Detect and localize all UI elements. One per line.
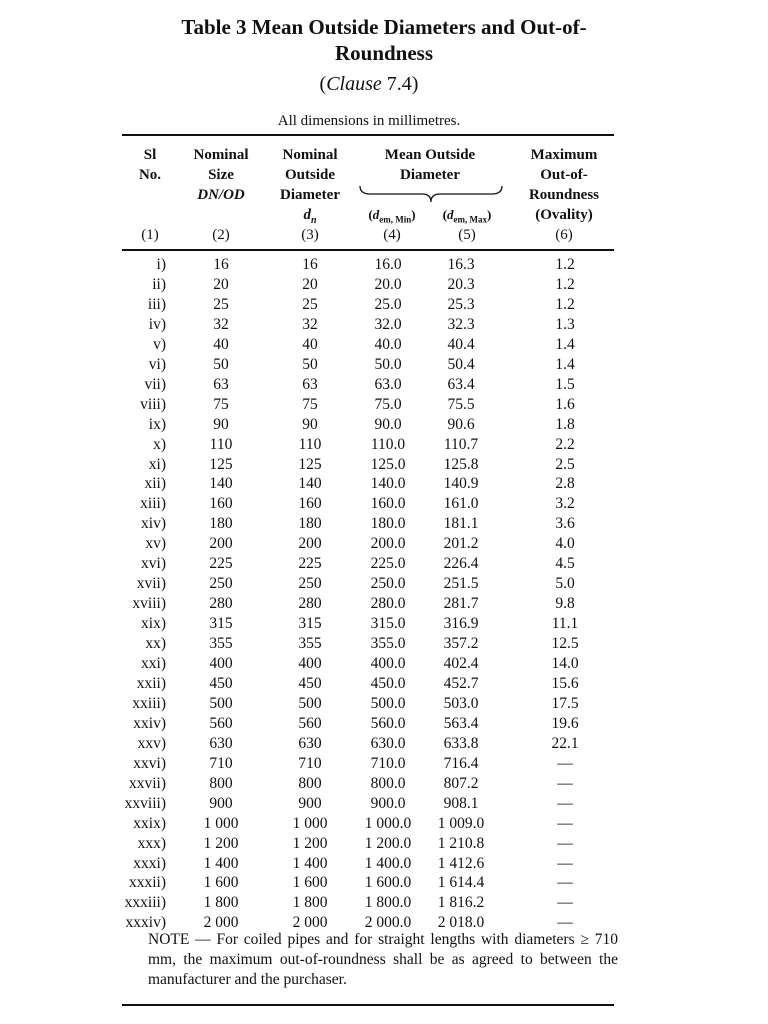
cell-nominal-outside-diameter: 140 — [298, 475, 322, 493]
table-row — [0, 295, 768, 315]
cell-nominal-outside-diameter: 50 — [302, 355, 318, 373]
cell-nominal-size: 225 — [209, 555, 233, 573]
cell-nominal-size: 16 — [213, 256, 229, 273]
cell-nominal-size: 1 200 — [203, 834, 239, 852]
cell-max-out-of-roundness: 2.8 — [555, 475, 575, 493]
header-diameter: Diameter — [280, 187, 340, 203]
cell-mean-od-max: 63.4 — [447, 375, 475, 393]
cell-max-out-of-roundness: 15.6 — [551, 674, 579, 692]
cell-nominal-outside-diameter: 500 — [298, 694, 322, 712]
header-nominal-size — [180, 145, 262, 205]
cell-sl-no: vii) — [144, 375, 166, 393]
table-row — [0, 315, 768, 335]
cell-nominal-size: 63 — [213, 375, 229, 393]
cell-sl-no: ii) — [152, 275, 166, 293]
table-row — [0, 574, 768, 594]
table-row — [0, 554, 768, 574]
cell-max-out-of-roundness: 22.1 — [551, 734, 579, 752]
cell-nominal-outside-diameter: 1 200 — [292, 834, 328, 852]
cell-mean-od-min: 630.0 — [370, 734, 406, 752]
cell-nominal-size: 160 — [209, 495, 233, 513]
cell-nominal-size: 75 — [213, 395, 229, 413]
cell-mean-od-min: 25.0 — [374, 295, 402, 313]
cell-nominal-outside-diameter: 2 000 — [292, 914, 328, 932]
cell-nominal-size: 200 — [209, 535, 233, 553]
table-row — [0, 734, 768, 754]
cell-max-out-of-roundness: — — [557, 814, 573, 832]
cell-nominal-size: 630 — [209, 734, 233, 752]
cell-nominal-outside-diameter: 25 — [302, 295, 318, 313]
cell-mean-od-min: 160.0 — [370, 495, 406, 513]
cell-mean-od-min: 32.0 — [374, 315, 402, 333]
cell-sl-no: x) — [153, 435, 166, 453]
cell-nominal-size: 450 — [209, 674, 233, 692]
cell-max-out-of-roundness: 17.5 — [551, 694, 579, 712]
cell-nominal-outside-diameter: 315 — [298, 615, 322, 633]
header-size: Size — [208, 167, 234, 183]
header-roundness: Roundness — [528, 187, 600, 203]
cell-mean-od-max: 908.1 — [443, 794, 479, 812]
cell-mean-od-max: 1 412.6 — [437, 854, 485, 872]
cell-mean-od-max: 281.7 — [443, 595, 479, 613]
cell-max-out-of-roundness: 14.0 — [551, 655, 579, 672]
cell-nominal-size: 710 — [209, 754, 233, 772]
cell-mean-od-max: 140.9 — [443, 475, 479, 493]
cell-mean-od-min: 110.0 — [370, 435, 406, 453]
cell-mean-od-min: 250.0 — [370, 575, 406, 593]
cell-sl-no: xxxii) — [128, 874, 166, 892]
cell-max-out-of-roundness: — — [557, 774, 573, 792]
cell-mean-od-min: 710.0 — [370, 754, 406, 772]
cell-sl-no: xiii) — [140, 495, 166, 513]
cell-sl-no: xx) — [145, 635, 166, 653]
table-row — [0, 335, 768, 355]
header-mean-outside-diameter — [356, 145, 504, 185]
cell-mean-od-max: 226.4 — [443, 555, 479, 573]
cell-mean-od-max: 1 816.2 — [437, 894, 485, 912]
header-dn-symbol: $d_n$ — [303, 207, 317, 226]
cell-sl-no: v) — [153, 335, 166, 353]
cell-sl-no: xxii) — [136, 674, 166, 692]
cell-max-out-of-roundness: 2.2 — [555, 435, 575, 453]
cell-max-out-of-roundness: 4.5 — [555, 555, 575, 573]
table-row — [0, 594, 768, 614]
table-row — [0, 814, 768, 834]
cell-sl-no: xv) — [145, 535, 166, 553]
table-row — [0, 415, 768, 435]
table-row — [0, 714, 768, 734]
cell-max-out-of-roundness: — — [557, 874, 573, 892]
header-diameter-2: Diameter — [400, 167, 460, 183]
cell-nominal-size: 315 — [209, 615, 233, 633]
cell-nominal-size: 280 — [209, 595, 233, 613]
cell-max-out-of-roundness: 1.6 — [555, 395, 575, 413]
table-row — [0, 435, 768, 455]
cell-nominal-outside-diameter: 710 — [298, 754, 322, 772]
cell-nominal-outside-diameter: 1 800 — [292, 894, 328, 912]
table-row — [0, 634, 768, 654]
table-title-line-2: Roundness — [334, 41, 434, 65]
cell-mean-od-min: 800.0 — [370, 774, 406, 792]
cell-mean-od-min: 75.0 — [374, 395, 402, 413]
cell-nominal-outside-diameter: 280 — [298, 595, 322, 613]
cell-nominal-size: 2 000 — [203, 914, 239, 932]
cell-mean-od-max: 201.2 — [443, 535, 479, 553]
cell-sl-no: xxi) — [141, 655, 166, 672]
cell-max-out-of-roundness: — — [557, 754, 573, 772]
cell-mean-od-min: 900.0 — [370, 794, 406, 812]
cell-nominal-size: 900 — [209, 794, 233, 812]
cell-nominal-outside-diameter: 40 — [302, 335, 318, 353]
cell-mean-od-min: 140.0 — [370, 475, 406, 493]
cell-nominal-outside-diameter: 225 — [298, 555, 322, 573]
cell-nominal-size: 250 — [209, 575, 233, 593]
clause-word: Clause — [326, 73, 382, 95]
cell-mean-od-max: 452.7 — [443, 674, 479, 692]
cell-max-out-of-roundness: — — [557, 854, 573, 872]
units-note: All dimensions in millimetres. — [277, 113, 461, 129]
cell-nominal-outside-diameter: 20 — [302, 275, 318, 293]
table-top-rule — [122, 134, 614, 136]
cell-mean-od-max: 2 018.0 — [437, 914, 485, 932]
cell-nominal-outside-diameter: 450 — [298, 674, 322, 692]
cell-nominal-outside-diameter: 900 — [298, 794, 322, 812]
table-row — [0, 375, 768, 395]
cell-mean-od-max: 563.4 — [443, 714, 479, 732]
table-row — [0, 255, 768, 275]
cell-max-out-of-roundness: 1.2 — [555, 275, 575, 293]
cell-nominal-outside-diameter: 160 — [298, 495, 322, 513]
cell-mean-od-min: 450.0 — [370, 674, 406, 692]
cell-nominal-size: 400 — [209, 655, 233, 672]
cell-mean-od-max: 50.4 — [447, 355, 475, 373]
cell-nominal-outside-diameter: 32 — [302, 315, 318, 333]
table-row — [0, 514, 768, 534]
cell-mean-od-max: 20.3 — [447, 275, 475, 293]
header-nominal-outside-diameter — [266, 145, 354, 231]
cell-sl-no: xxiii) — [132, 694, 166, 712]
cell-nominal-size: 90 — [213, 415, 229, 433]
cell-nominal-size: 50 — [213, 355, 229, 373]
cell-mean-od-max: 125.8 — [443, 455, 479, 473]
col-number-4: (4) — [383, 227, 401, 243]
cell-mean-od-max: 316.9 — [443, 615, 479, 633]
cell-sl-no: viii) — [140, 395, 166, 413]
cell-mean-od-min: 1 200.0 — [364, 834, 412, 852]
col-number-1: (1) — [141, 227, 159, 243]
cell-nominal-outside-diameter: 1 600 — [292, 874, 328, 892]
cell-mean-od-max: 633.8 — [443, 734, 479, 752]
cell-nominal-size: 1 800 — [203, 894, 239, 912]
cell-sl-no: xiv) — [141, 515, 166, 533]
cell-nominal-size: 140 — [209, 475, 233, 493]
cell-mean-od-min: 63.0 — [374, 375, 402, 393]
cell-mean-od-max: 716.4 — [443, 754, 479, 772]
cell-mean-od-max: 75.5 — [447, 395, 475, 413]
cell-mean-od-max: 110.7 — [443, 435, 479, 453]
cell-max-out-of-roundness: 1.4 — [555, 355, 575, 373]
cell-mean-od-min: 125.0 — [370, 455, 406, 473]
cell-mean-od-min: 2 000.0 — [364, 914, 412, 932]
cell-mean-od-max: 32.3 — [447, 315, 475, 333]
cell-mean-od-max: 503.0 — [443, 694, 479, 712]
cell-sl-no: i) — [156, 256, 166, 273]
table-row — [0, 614, 768, 634]
table-row — [0, 455, 768, 475]
cell-mean-od-max: 251.5 — [443, 575, 479, 593]
cell-nominal-size: 25 — [213, 295, 229, 313]
header-mean-outside: Mean Outside — [384, 147, 476, 163]
table-title-line-1: Table 3 Mean Outside Diameters and Out-of- — [181, 15, 587, 39]
table-row — [0, 774, 768, 794]
cell-mean-od-min: 400.0 — [370, 655, 406, 672]
cell-max-out-of-roundness: 1.2 — [555, 295, 575, 313]
table-row — [0, 674, 768, 694]
cell-nominal-outside-diameter: 63 — [302, 375, 318, 393]
cell-sl-no: iv) — [148, 315, 166, 333]
col-number-2: (2) — [212, 227, 230, 243]
cell-nominal-outside-diameter: 75 — [302, 395, 318, 413]
table-row — [0, 355, 768, 375]
header-outside: Outside — [284, 167, 335, 183]
cell-nominal-size: 560 — [209, 714, 233, 732]
cell-max-out-of-roundness: 9.8 — [555, 595, 575, 613]
table-bottom-rule — [122, 1004, 614, 1006]
cell-nominal-outside-diameter: 1 400 — [292, 854, 328, 872]
cell-nominal-size: 20 — [213, 275, 229, 293]
header-dem-min: $(d_{em, Min})$ — [368, 207, 416, 225]
table-row — [0, 494, 768, 514]
cell-max-out-of-roundness: — — [557, 914, 573, 932]
cell-mean-od-max: 25.3 — [447, 295, 475, 313]
table-row — [0, 893, 768, 913]
cell-nominal-outside-diameter: 400 — [298, 655, 322, 672]
header-sl-no — [124, 145, 176, 185]
cell-nominal-outside-diameter: 1 000 — [292, 814, 328, 832]
cell-nominal-size: 1 600 — [203, 874, 239, 892]
cell-nominal-outside-diameter: 110 — [298, 435, 322, 453]
cell-nominal-outside-diameter: 200 — [298, 535, 322, 553]
cell-mean-od-min: 280.0 — [370, 595, 406, 613]
cell-sl-no: iii) — [147, 295, 166, 313]
cell-nominal-size: 110 — [209, 435, 233, 453]
clause-number: 7.4 — [386, 73, 412, 95]
cell-max-out-of-roundness: 3.2 — [555, 495, 575, 513]
cell-nominal-size: 1 400 — [203, 854, 239, 872]
cell-max-out-of-roundness: 1.2 — [555, 256, 575, 273]
cell-sl-no: xi) — [148, 455, 166, 473]
cell-sl-no: xvi) — [141, 555, 166, 573]
cell-nominal-outside-diameter: 90 — [302, 415, 318, 433]
cell-sl-no: xix) — [141, 615, 166, 633]
cell-mean-od-min: 355.0 — [370, 635, 406, 653]
cell-max-out-of-roundness: 1.8 — [555, 415, 575, 433]
table-row — [0, 694, 768, 714]
table-row — [0, 873, 768, 893]
cell-sl-no: ix) — [148, 415, 166, 433]
cell-nominal-outside-diameter: 16 — [302, 256, 318, 273]
cell-max-out-of-roundness: 1.5 — [555, 375, 575, 393]
cell-mean-od-max: 161.0 — [443, 495, 479, 513]
header-maximum-out-of-roundness — [512, 145, 616, 225]
cell-sl-no: xxvi) — [133, 754, 166, 772]
header-dn-od: DN/OD — [197, 187, 245, 203]
cell-sl-no: xxix) — [133, 814, 166, 832]
col-number-3: (3) — [301, 227, 319, 243]
cell-mean-od-min: 90.0 — [374, 415, 402, 433]
cell-max-out-of-roundness: — — [557, 794, 573, 812]
table-row — [0, 395, 768, 415]
cell-sl-no: xxiv) — [133, 714, 166, 732]
header-dem-max: $(d_{em, Max})$ — [442, 207, 492, 225]
cell-nominal-size: 355 — [209, 635, 233, 653]
cell-mean-od-min: 40.0 — [374, 335, 402, 353]
cell-sl-no: vi) — [148, 355, 166, 373]
cell-mean-od-min: 560.0 — [370, 714, 406, 732]
cell-mean-od-min: 1 400.0 — [364, 854, 412, 872]
cell-mean-od-max: 40.4 — [447, 335, 475, 353]
cell-mean-od-max: 1 614.4 — [437, 874, 485, 892]
cell-mean-od-min: 20.0 — [374, 275, 402, 293]
header-out-of: Out-of- — [540, 167, 588, 183]
cell-nominal-outside-diameter: 355 — [298, 635, 322, 653]
cell-mean-od-min: 50.0 — [374, 355, 402, 373]
cell-max-out-of-roundness: — — [557, 894, 573, 912]
cell-sl-no: xxxi) — [133, 854, 166, 872]
cell-mean-od-min: 180.0 — [370, 515, 406, 533]
cell-max-out-of-roundness: 1.4 — [555, 335, 575, 353]
table-row — [0, 794, 768, 814]
cell-nominal-outside-diameter: 125 — [298, 455, 322, 473]
table-row — [0, 754, 768, 774]
cell-nominal-outside-diameter: 800 — [298, 774, 322, 792]
header-nominal: Nominal — [193, 147, 249, 163]
cell-nominal-size: 500 — [209, 694, 233, 712]
cell-mean-od-max: 357.2 — [443, 635, 479, 653]
cell-nominal-outside-diameter: 630 — [298, 734, 322, 752]
header-ovality: (Ovality) — [535, 207, 593, 223]
cell-nominal-outside-diameter: 180 — [298, 515, 322, 533]
cell-mean-od-min: 1 600.0 — [364, 874, 412, 892]
cell-sl-no: xxvii) — [128, 774, 166, 792]
cell-nominal-size: 40 — [213, 335, 229, 353]
cell-mean-od-max: 16.3 — [447, 256, 475, 273]
table-note: NOTE — For coiled pipes and for straight lengths with diameters ≥ 710 mm, the maximum out-of-roundness shall be as agreed to between the manufacturer and the purchaser. — [148, 931, 618, 988]
cell-mean-od-min: 500.0 — [370, 694, 406, 712]
cell-mean-od-min: 1 800.0 — [364, 894, 412, 912]
cell-nominal-size: 125 — [209, 455, 233, 473]
table-row — [0, 275, 768, 295]
cell-max-out-of-roundness: 5.0 — [555, 575, 575, 593]
cell-sl-no: xii) — [144, 475, 166, 493]
cell-nominal-outside-diameter: 250 — [298, 575, 322, 593]
cell-max-out-of-roundness: 12.5 — [551, 635, 579, 653]
table-row — [0, 654, 768, 674]
cell-mean-od-min: 315.0 — [370, 615, 406, 633]
cell-sl-no: xvii) — [136, 575, 166, 593]
cell-sl-no: xxv) — [137, 734, 166, 752]
cell-nominal-outside-diameter: 560 — [298, 714, 322, 732]
cell-nominal-size: 800 — [209, 774, 233, 792]
col-number-6: (6) — [555, 227, 573, 243]
cell-mean-od-max: 807.2 — [443, 774, 479, 792]
cell-sl-no: xxxiii) — [124, 894, 166, 912]
cell-max-out-of-roundness: 1.3 — [555, 315, 575, 333]
header-no: No. — [138, 167, 162, 183]
cell-max-out-of-roundness: 11.1 — [551, 615, 579, 633]
table-row — [0, 534, 768, 554]
cell-mean-od-max: 90.6 — [447, 415, 475, 433]
table-row — [0, 854, 768, 874]
cell-mean-od-min: 16.0 — [374, 256, 402, 273]
cell-mean-od-max: 1 210.8 — [437, 834, 485, 852]
table-row — [0, 474, 768, 494]
cell-max-out-of-roundness: 4.0 — [555, 535, 575, 553]
cell-mean-od-min: 225.0 — [370, 555, 406, 573]
header-bottom-rule — [122, 249, 614, 251]
cell-max-out-of-roundness: 3.6 — [555, 515, 575, 533]
clause-reference: (Clause 7.4) — [319, 73, 419, 95]
cell-mean-od-min: 200.0 — [370, 535, 406, 553]
cell-max-out-of-roundness: 2.5 — [555, 455, 575, 473]
cell-sl-no: xxx) — [137, 834, 166, 852]
cell-max-out-of-roundness: — — [557, 834, 573, 852]
header-nominal-2: Nominal — [282, 147, 338, 163]
curly-brace-icon — [358, 184, 504, 204]
cell-nominal-size: 32 — [213, 315, 229, 333]
cell-sl-no: xxviii) — [124, 794, 166, 812]
col-number-5: (5) — [458, 227, 476, 243]
cell-sl-no: xxxiv) — [125, 914, 166, 932]
table-row — [0, 834, 768, 854]
header-sl: Sl — [143, 147, 157, 163]
cell-mean-od-max: 181.1 — [443, 515, 479, 533]
cell-sl-no: xviii) — [132, 595, 166, 613]
cell-max-out-of-roundness: 19.6 — [551, 714, 579, 732]
cell-mean-od-max: 402.4 — [443, 655, 479, 672]
cell-mean-od-min: 1 000.0 — [364, 814, 412, 832]
cell-nominal-size: 180 — [209, 515, 233, 533]
header-maximum: Maximum — [530, 147, 598, 163]
cell-mean-od-max: 1 009.0 — [437, 814, 485, 832]
cell-nominal-size: 1 000 — [203, 814, 239, 832]
